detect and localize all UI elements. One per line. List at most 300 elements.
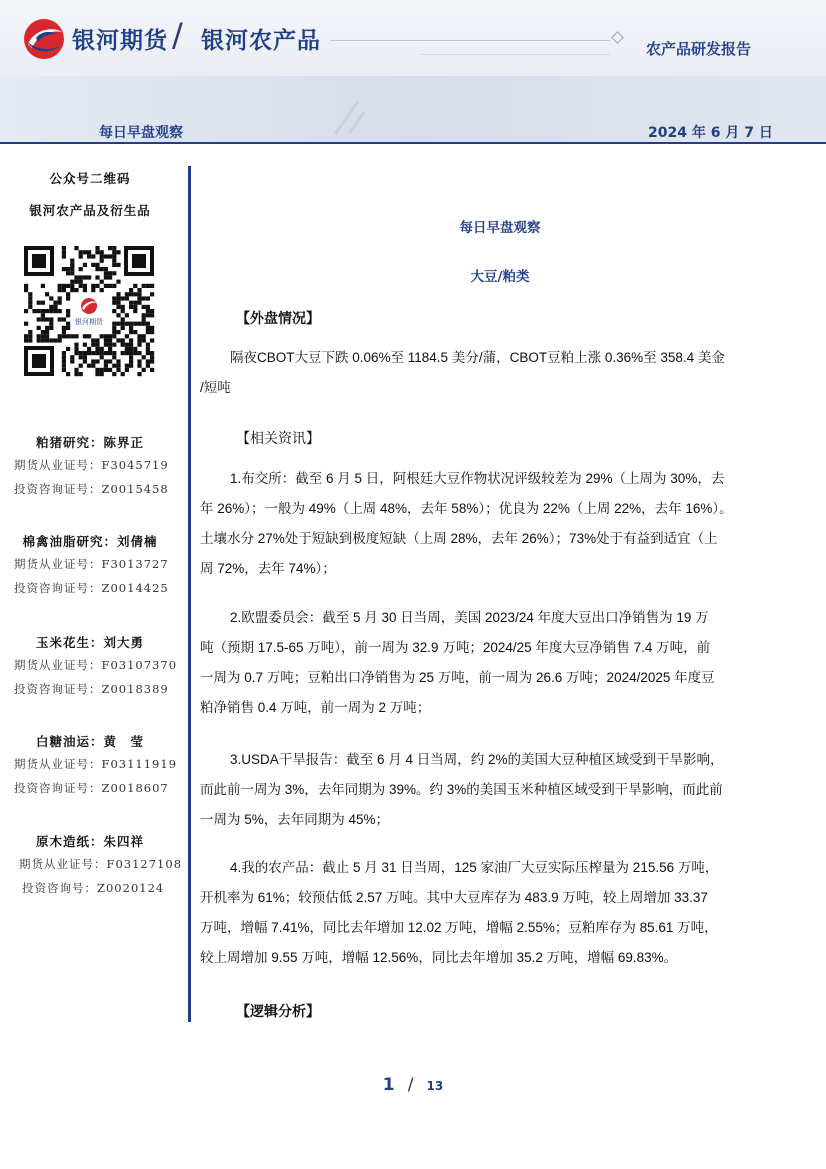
- qr-module: [121, 343, 125, 347]
- qr-module: [95, 338, 99, 342]
- qr-module: [100, 355, 104, 359]
- paragraph-line: 而此前一周为 3%，去年同期为 39%。约 3%的美国玉米种植区域受到干旱影响，而此前: [200, 782, 723, 797]
- qr-module: [79, 364, 83, 368]
- qr-module: [133, 330, 137, 334]
- report-subtitle: 大豆/粕类: [470, 269, 530, 285]
- qr-module: [100, 351, 104, 355]
- qr-module: [100, 250, 104, 254]
- qr-module: [70, 280, 74, 284]
- qr-module: [150, 309, 154, 313]
- paragraph-news-3: [200, 745, 782, 835]
- qr-module: [146, 347, 150, 351]
- qr-module: [62, 355, 66, 359]
- qr-module: [104, 275, 108, 279]
- qr-module: [95, 347, 99, 351]
- qr-module: [79, 355, 83, 359]
- brand-separator: /: [172, 16, 183, 54]
- qr-module: [112, 301, 116, 305]
- qr-module: [125, 334, 129, 338]
- qr-module: [58, 309, 62, 313]
- qr-module: [116, 364, 120, 368]
- qr-module: [129, 351, 133, 355]
- qr-module: [112, 372, 116, 376]
- qr-module: [70, 271, 74, 275]
- qr-module: [142, 313, 146, 317]
- qr-module: [116, 313, 120, 317]
- qr-module: [150, 338, 154, 342]
- qr-module: [95, 368, 99, 372]
- analyst-card: [0, 433, 190, 501]
- analyst-license: 期货从业证号：F3013727: [14, 557, 169, 571]
- qr-module: [45, 317, 49, 321]
- qr-module: [79, 254, 83, 258]
- page-number-separator: /: [407, 1075, 414, 1095]
- qr-module: [100, 334, 104, 338]
- qr-module: [66, 296, 70, 300]
- qr-module: [146, 359, 150, 363]
- qr-module: [95, 263, 99, 267]
- qr-module: [95, 250, 99, 254]
- qr-module: [62, 250, 66, 254]
- qr-module: [58, 284, 62, 288]
- qr-module: [137, 372, 141, 376]
- qr-module: [112, 284, 116, 288]
- qr-label: 公众号二维码: [49, 171, 131, 186]
- qr-module: [28, 305, 32, 309]
- qr-module: [108, 347, 112, 351]
- qr-module: [24, 322, 28, 326]
- paragraph-line: 隔夜CBOT大豆下跌 0.06%至 1184.5 美分/蒲，CBOT豆粕上涨 0.36%至 358.4 美金: [230, 350, 725, 365]
- qr-module: [137, 288, 141, 292]
- qr-module: [129, 355, 133, 359]
- qr-module: [121, 317, 125, 321]
- qr-module: [116, 368, 120, 372]
- qr-module: [112, 250, 116, 254]
- qr-module: [129, 322, 133, 326]
- qr-module: [112, 334, 116, 338]
- qr-module: [104, 343, 108, 347]
- qr-module: [137, 364, 141, 368]
- qr-module: [87, 347, 91, 351]
- paragraph-news-4: [200, 853, 782, 973]
- qr-module: [100, 288, 104, 292]
- qr-module: [112, 309, 116, 313]
- qr-module: [129, 326, 133, 330]
- qr-module: [24, 288, 28, 292]
- paragraph-overseas: [200, 343, 782, 403]
- qr-module: [116, 305, 120, 309]
- qr-module: [37, 317, 41, 321]
- paragraph-line: /短吨: [200, 380, 231, 395]
- qr-module: [28, 296, 32, 300]
- qr-module: [62, 317, 66, 321]
- qr-module: [108, 254, 112, 258]
- qr-module: [58, 301, 62, 305]
- qr-module: [116, 250, 120, 254]
- header-decor-line: [330, 40, 610, 41]
- qr-module: [112, 254, 116, 258]
- qr-module: [91, 351, 95, 355]
- qr-module: [83, 351, 87, 355]
- analyst-card: [0, 633, 190, 701]
- qr-module: [108, 338, 112, 342]
- analyst-license: 投资咨询号：Z0020124: [22, 881, 165, 895]
- qr-module: [95, 372, 99, 376]
- qr-module: [108, 343, 112, 347]
- qr-module: [74, 351, 78, 355]
- qr-module: [70, 284, 74, 288]
- qr-module: [100, 254, 104, 258]
- analyst-license: 期货从业证号：F03127108: [19, 857, 183, 871]
- qr-module: [41, 334, 45, 338]
- qr-module: [91, 263, 95, 267]
- qr-module: [62, 368, 66, 372]
- qr-module: [112, 343, 116, 347]
- qr-module: [45, 334, 49, 338]
- qr-module: [121, 351, 125, 355]
- qr-module: [125, 322, 129, 326]
- qr-module: [53, 309, 57, 313]
- qr-module: [129, 305, 133, 309]
- qr-module: [28, 301, 32, 305]
- qr-module: [87, 250, 91, 254]
- qr-module: [146, 351, 150, 355]
- qr-module: [121, 309, 125, 313]
- qr-module: [142, 317, 146, 321]
- qr-module: [70, 334, 74, 338]
- qr-module: [104, 359, 108, 363]
- qr-module: [87, 275, 91, 279]
- qr-module: [41, 309, 45, 313]
- qr-module: [125, 351, 129, 355]
- qr-module: [45, 309, 49, 313]
- qr-module: [142, 368, 146, 372]
- brand-name: 银河期货: [72, 28, 168, 54]
- qr-module: [146, 322, 150, 326]
- qr-module: [146, 343, 150, 347]
- qr-module: [146, 309, 150, 313]
- qr-module: [133, 351, 137, 355]
- qr-module: [116, 263, 120, 267]
- qr-module: [87, 254, 91, 258]
- qr-module: [142, 296, 146, 300]
- qr-module: [66, 309, 70, 313]
- qr-module: [79, 284, 83, 288]
- qr-module: [125, 292, 129, 296]
- paragraph-line: 开机率为 61%；较预估低 2.57 万吨。其中大豆库存为 483.9 万吨，较上周增加 33.37: [200, 890, 708, 905]
- qr-module: [58, 338, 62, 342]
- qr-module: [121, 322, 125, 326]
- qr-module: [108, 275, 112, 279]
- qr-module: [66, 284, 70, 288]
- qr-module: [70, 359, 74, 363]
- qr-module: [146, 296, 150, 300]
- qr-module: [87, 334, 91, 338]
- qr-module: [79, 267, 83, 271]
- qr-module: [62, 288, 66, 292]
- qr-module: [104, 351, 108, 355]
- qr-module: [142, 355, 146, 359]
- qr-module: [150, 330, 154, 334]
- analyst-license: 期货从业证号：F3045719: [14, 458, 169, 472]
- qr-module: [116, 292, 120, 296]
- qr-module: [108, 368, 112, 372]
- qr-module: [79, 250, 83, 254]
- qr-module: [66, 372, 70, 376]
- analyst-license: 投资咨询证号：Z0015458: [14, 482, 169, 496]
- qr-module: [95, 246, 99, 250]
- qr-module: [137, 334, 141, 338]
- analyst-name: 粕猪研究：陈界正: [35, 435, 144, 450]
- qr-module: [49, 338, 53, 342]
- qr-module: [66, 322, 70, 326]
- qr-module: [79, 280, 83, 284]
- qr-module: [74, 368, 78, 372]
- qr-module: [104, 254, 108, 258]
- qr-module: [28, 330, 32, 334]
- qr-module: [41, 330, 45, 334]
- analyst-name: 玉米花生：刘大勇: [35, 635, 144, 650]
- qr-module: [104, 368, 108, 372]
- qr-module: [79, 372, 83, 376]
- qr-module: [91, 338, 95, 342]
- qr-module: [121, 305, 125, 309]
- qr-module: [58, 334, 62, 338]
- paragraph-line: 1.布交所：截至 6 月 5 日，阿根廷大豆作物状况评级较差为 29%（上周为 30%，去: [230, 471, 725, 486]
- qr-module: [66, 267, 70, 271]
- qr-module: [125, 343, 129, 347]
- qr-module: [104, 267, 108, 271]
- qr-module: [83, 355, 87, 359]
- report-type: 农产品研发报告: [646, 40, 752, 58]
- qr-module: [41, 338, 45, 342]
- qr-caption: 银河农产品及衍生品: [29, 203, 151, 218]
- qr-module: [137, 343, 141, 347]
- qr-module: [150, 368, 154, 372]
- qr-module: [41, 284, 45, 288]
- qr-module: [112, 271, 116, 275]
- qr-module: [58, 317, 62, 321]
- qr-module: [150, 326, 154, 330]
- paragraph-line: 一周为 5%，去年同期为 45%；: [200, 812, 390, 827]
- analyst-license: 期货从业证号：F03107370: [14, 658, 178, 672]
- page-number-total: 13: [426, 1079, 444, 1093]
- qr-module: [142, 284, 146, 288]
- qr-module: [137, 296, 141, 300]
- qr-module: [83, 288, 87, 292]
- qr-module: [104, 364, 108, 368]
- header-rule: [0, 142, 826, 144]
- qr-module: [112, 326, 116, 330]
- qr-module: [112, 322, 116, 326]
- qr-module: [129, 330, 133, 334]
- qr-module: [150, 359, 154, 363]
- qr-module: [49, 305, 53, 309]
- qr-module: [125, 364, 129, 368]
- qr-module: [74, 246, 78, 250]
- qr-module: [104, 284, 108, 288]
- qr-module: [108, 271, 112, 275]
- qr-module: [146, 326, 150, 330]
- qr-module: [62, 326, 66, 330]
- qr-module: [70, 263, 74, 267]
- qr-module: [95, 275, 99, 279]
- qr-module: [70, 355, 74, 359]
- qr-module: [112, 259, 116, 263]
- qr-module: [70, 259, 74, 263]
- qr-module: [87, 364, 91, 368]
- qr-module: [49, 317, 53, 321]
- qr-module: [116, 359, 120, 363]
- galaxy-futures-logo-icon: [22, 18, 66, 60]
- qr-module: [100, 368, 104, 372]
- qr-module: [142, 334, 146, 338]
- paragraph-line: 年 26%）；一般为 49%（上周 48%，去年 58%）；优良为 22%（上周 22%，去年 16%）。: [200, 501, 733, 516]
- qr-module: [87, 351, 91, 355]
- qr-module: [45, 330, 49, 334]
- qr-module: [49, 309, 53, 313]
- qr-module: [62, 359, 66, 363]
- qr-module: [66, 326, 70, 330]
- qr-module: [112, 330, 116, 334]
- qr-module: [83, 359, 87, 363]
- qr-module: [133, 322, 137, 326]
- qr-module: [74, 372, 78, 376]
- qr-module: [62, 254, 66, 258]
- analyst-license: 期货从业证号：F03111919: [14, 757, 178, 771]
- section-heading-logic: 【逻辑分析】: [236, 1004, 320, 1020]
- qr-module: [146, 284, 150, 288]
- qr-module: [24, 284, 28, 288]
- paragraph-line: 2.欧盟委员会：截至 5 月 30 日当周，美国 2023/24 年度大豆出口净销售为 19 万: [230, 610, 709, 625]
- qr-module: [121, 372, 125, 376]
- qr-module: [108, 359, 112, 363]
- qr-module: [150, 284, 154, 288]
- qr-module: [74, 275, 78, 279]
- qr-module: [58, 296, 62, 300]
- qr-module: [137, 322, 141, 326]
- qr-module: [108, 246, 112, 250]
- qr-module: [91, 343, 95, 347]
- qr-module: [129, 343, 133, 347]
- analyst-license: 投资咨询证号：Z0014425: [14, 581, 169, 595]
- qr-module: [133, 309, 137, 313]
- qr-module: [95, 343, 99, 347]
- analyst-card: [0, 832, 190, 900]
- qr-module: [83, 275, 87, 279]
- qr-module: [133, 305, 137, 309]
- qr-module: [146, 313, 150, 317]
- qr-module: [100, 267, 104, 271]
- qr-module: [66, 313, 70, 317]
- qr-module: [150, 355, 154, 359]
- qr-module: [150, 292, 154, 296]
- qr-module: [133, 301, 137, 305]
- qr-module: [74, 280, 78, 284]
- qr-module: [100, 280, 104, 284]
- qr-module: [74, 288, 78, 292]
- paragraph-line: 万吨，增幅 7.41%，同比去年增加 12.02 万吨，增幅 2.55%；豆粕库存为 85.61 万吨，: [200, 920, 718, 935]
- qr-module: [91, 284, 95, 288]
- page-number-current: 1: [382, 1075, 395, 1095]
- qr-module: [24, 309, 28, 313]
- qr-module: [95, 351, 99, 355]
- qr-module: [129, 288, 133, 292]
- qr-module: [121, 338, 125, 342]
- qr-module: [142, 305, 146, 309]
- qr-module: [79, 351, 83, 355]
- report-name: 每日早盘观察: [99, 125, 183, 141]
- qr-module: [150, 313, 154, 317]
- qr-module: [83, 263, 87, 267]
- qr-module: [62, 334, 66, 338]
- analyst-license: 投资咨询证号：Z0018389: [14, 682, 169, 696]
- analyst-license: 投资咨询证号：Z0018607: [14, 781, 169, 795]
- qr-module: [37, 309, 41, 313]
- qr-module: [66, 271, 70, 275]
- page-header: [0, 0, 826, 143]
- qr-module: [104, 338, 108, 342]
- qr-module: [146, 364, 150, 368]
- report-title: 每日早盘观察: [459, 220, 541, 236]
- qr-module: [125, 296, 129, 300]
- qr-module: [91, 254, 95, 258]
- qr-module: [100, 372, 104, 376]
- qr-module: [83, 284, 87, 288]
- qr-module: [32, 309, 36, 313]
- qr-module: [116, 301, 120, 305]
- qr-module: [137, 359, 141, 363]
- qr-module: [28, 292, 32, 296]
- qr-module: [45, 338, 49, 342]
- qr-module: [108, 284, 112, 288]
- qr-module: [125, 368, 129, 372]
- qr-module: [95, 267, 99, 271]
- qr-module: [137, 338, 141, 342]
- qr-module: [116, 322, 120, 326]
- qr-module: [28, 338, 32, 342]
- qr-module: [142, 338, 146, 342]
- qr-module: [116, 338, 120, 342]
- analyst-name: 白糖油运：黄 莹: [35, 734, 144, 749]
- qr-module: [150, 351, 154, 355]
- page-footer: [0, 1075, 826, 1095]
- paragraph-line: 土壤水分 27%处于短缺到极度短缺（上周 28%，去年 26%）；73%处于有益到适宜（上: [200, 531, 718, 546]
- qr-module: [53, 338, 57, 342]
- qr-module: [74, 343, 78, 347]
- qr-module: [137, 301, 141, 305]
- qr-module: [53, 301, 57, 305]
- qr-module: [74, 334, 78, 338]
- wechat-qr-code: [22, 244, 156, 378]
- qr-module: [112, 364, 116, 368]
- qr-module: [129, 347, 133, 351]
- qr-module: [70, 267, 74, 271]
- qr-module: [133, 284, 137, 288]
- qr-module: [74, 347, 78, 351]
- qr-module: [104, 271, 108, 275]
- qr-module: [121, 296, 125, 300]
- paragraph-news-1: [200, 464, 782, 584]
- qr-module: [129, 359, 133, 363]
- header-diamond-icon: [611, 31, 624, 44]
- qr-module: [116, 296, 120, 300]
- qr-module: [49, 322, 53, 326]
- qr-module: [62, 246, 66, 250]
- qr-module: [66, 292, 70, 296]
- qr-module: [62, 364, 66, 368]
- qr-module: [45, 326, 49, 330]
